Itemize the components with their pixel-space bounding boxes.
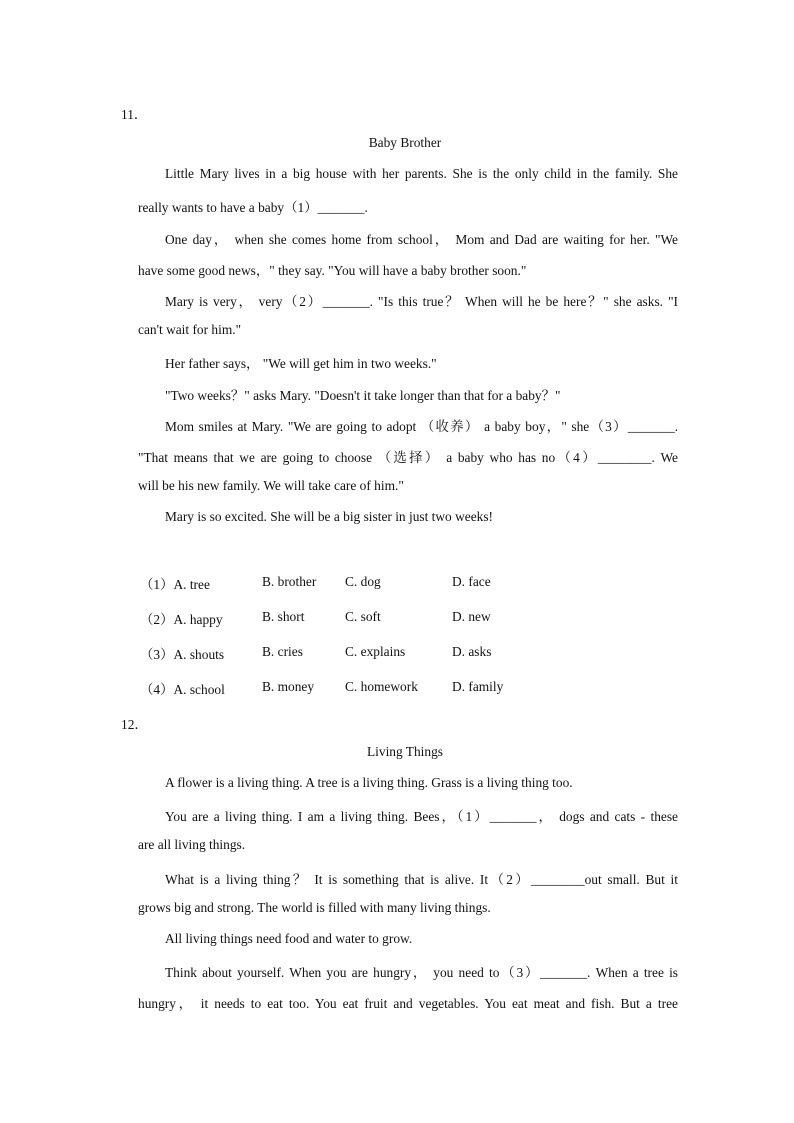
option-3c[interactable]: C. explains xyxy=(345,644,406,659)
passage-line: Mary is so excited. She will be a big sister in just two weeks! xyxy=(165,509,494,524)
passage-line: What is a living thing？ It is something that is alive. It（2）________out small. But it xyxy=(165,872,678,887)
option-1d[interactable]: D. face xyxy=(452,574,491,589)
option-2c[interactable]: C. soft xyxy=(345,609,381,624)
passage-line: You are a living thing. I am a living thing. Bees，（1）_______， dogs and cats - these xyxy=(165,809,678,824)
question-number-12: 12． xyxy=(121,717,148,732)
option-4b[interactable]: B. money xyxy=(262,679,315,694)
passage-line: will be his new family. We will take care of him." xyxy=(138,478,404,493)
option-1c[interactable]: C. dog xyxy=(345,574,381,589)
passage-line: have some good news，" they say. "You will have a baby brother soon." xyxy=(138,263,527,278)
passage-line: Think about yourself. When you are hungry， you need to（3）_______. When a tree is xyxy=(165,965,678,980)
passage-line: Mom smiles at Mary. "We are going to adopt （收养） a baby boy，" she（3）_______. xyxy=(165,419,678,434)
option-2a[interactable]: （2）A. happy xyxy=(140,612,223,627)
option-2b[interactable]: B. short xyxy=(262,609,305,624)
passage-line: grows big and strong. The world is filled with many living things. xyxy=(138,900,491,915)
option-1b[interactable]: B. brother xyxy=(262,574,317,589)
passage-title-living-things: Living Things xyxy=(366,744,443,759)
option-4d[interactable]: D. family xyxy=(452,679,504,694)
passage-line: can't wait for him." xyxy=(138,322,242,337)
passage-line: Her father says， "We will get him in two weeks." xyxy=(165,356,437,371)
passage-line: All living things need food and water to grow. xyxy=(165,931,413,946)
option-4c[interactable]: C. homework xyxy=(345,679,418,694)
option-4a[interactable]: （4）A. school xyxy=(140,682,225,697)
passage-line: A flower is a living thing. A tree is a living thing. Grass is a living thing too. xyxy=(165,775,573,790)
option-3a[interactable]: （3）A. shouts xyxy=(140,647,225,662)
passage-title-baby-brother: Baby Brother xyxy=(368,135,442,150)
passage-line: "That means that we are going to choose （选择） a baby who has no（4）________. We xyxy=(138,450,678,465)
passage-line: Mary is very， very（2）_______. "Is this true？ When will he be here？" she asks. "I xyxy=(165,294,678,309)
passage-line: hungry， it needs to eat too. You eat fruit and vegetables. You eat meat and fish. But a tree xyxy=(138,996,678,1011)
passage-line: are all living things. xyxy=(138,837,246,852)
option-2d[interactable]: D. new xyxy=(452,609,491,624)
passage-line: One day， when she comes home from school， Mom and Dad are waiting for her. "We xyxy=(165,232,678,247)
passage-line: "Two weeks？" asks Mary. "Doesn't it take longer than that for a baby？" xyxy=(165,388,561,403)
passage-line: really wants to have a baby（1）_______. xyxy=(138,200,368,215)
option-3b[interactable]: B. cries xyxy=(262,644,303,659)
option-3d[interactable]: D. asks xyxy=(452,644,492,659)
option-1a[interactable]: （1）A. tree xyxy=(140,577,210,592)
passage-line: Little Mary lives in a big house with her parents. She is the only child in the family. She xyxy=(165,166,678,181)
question-number-11: 11． xyxy=(121,107,148,122)
